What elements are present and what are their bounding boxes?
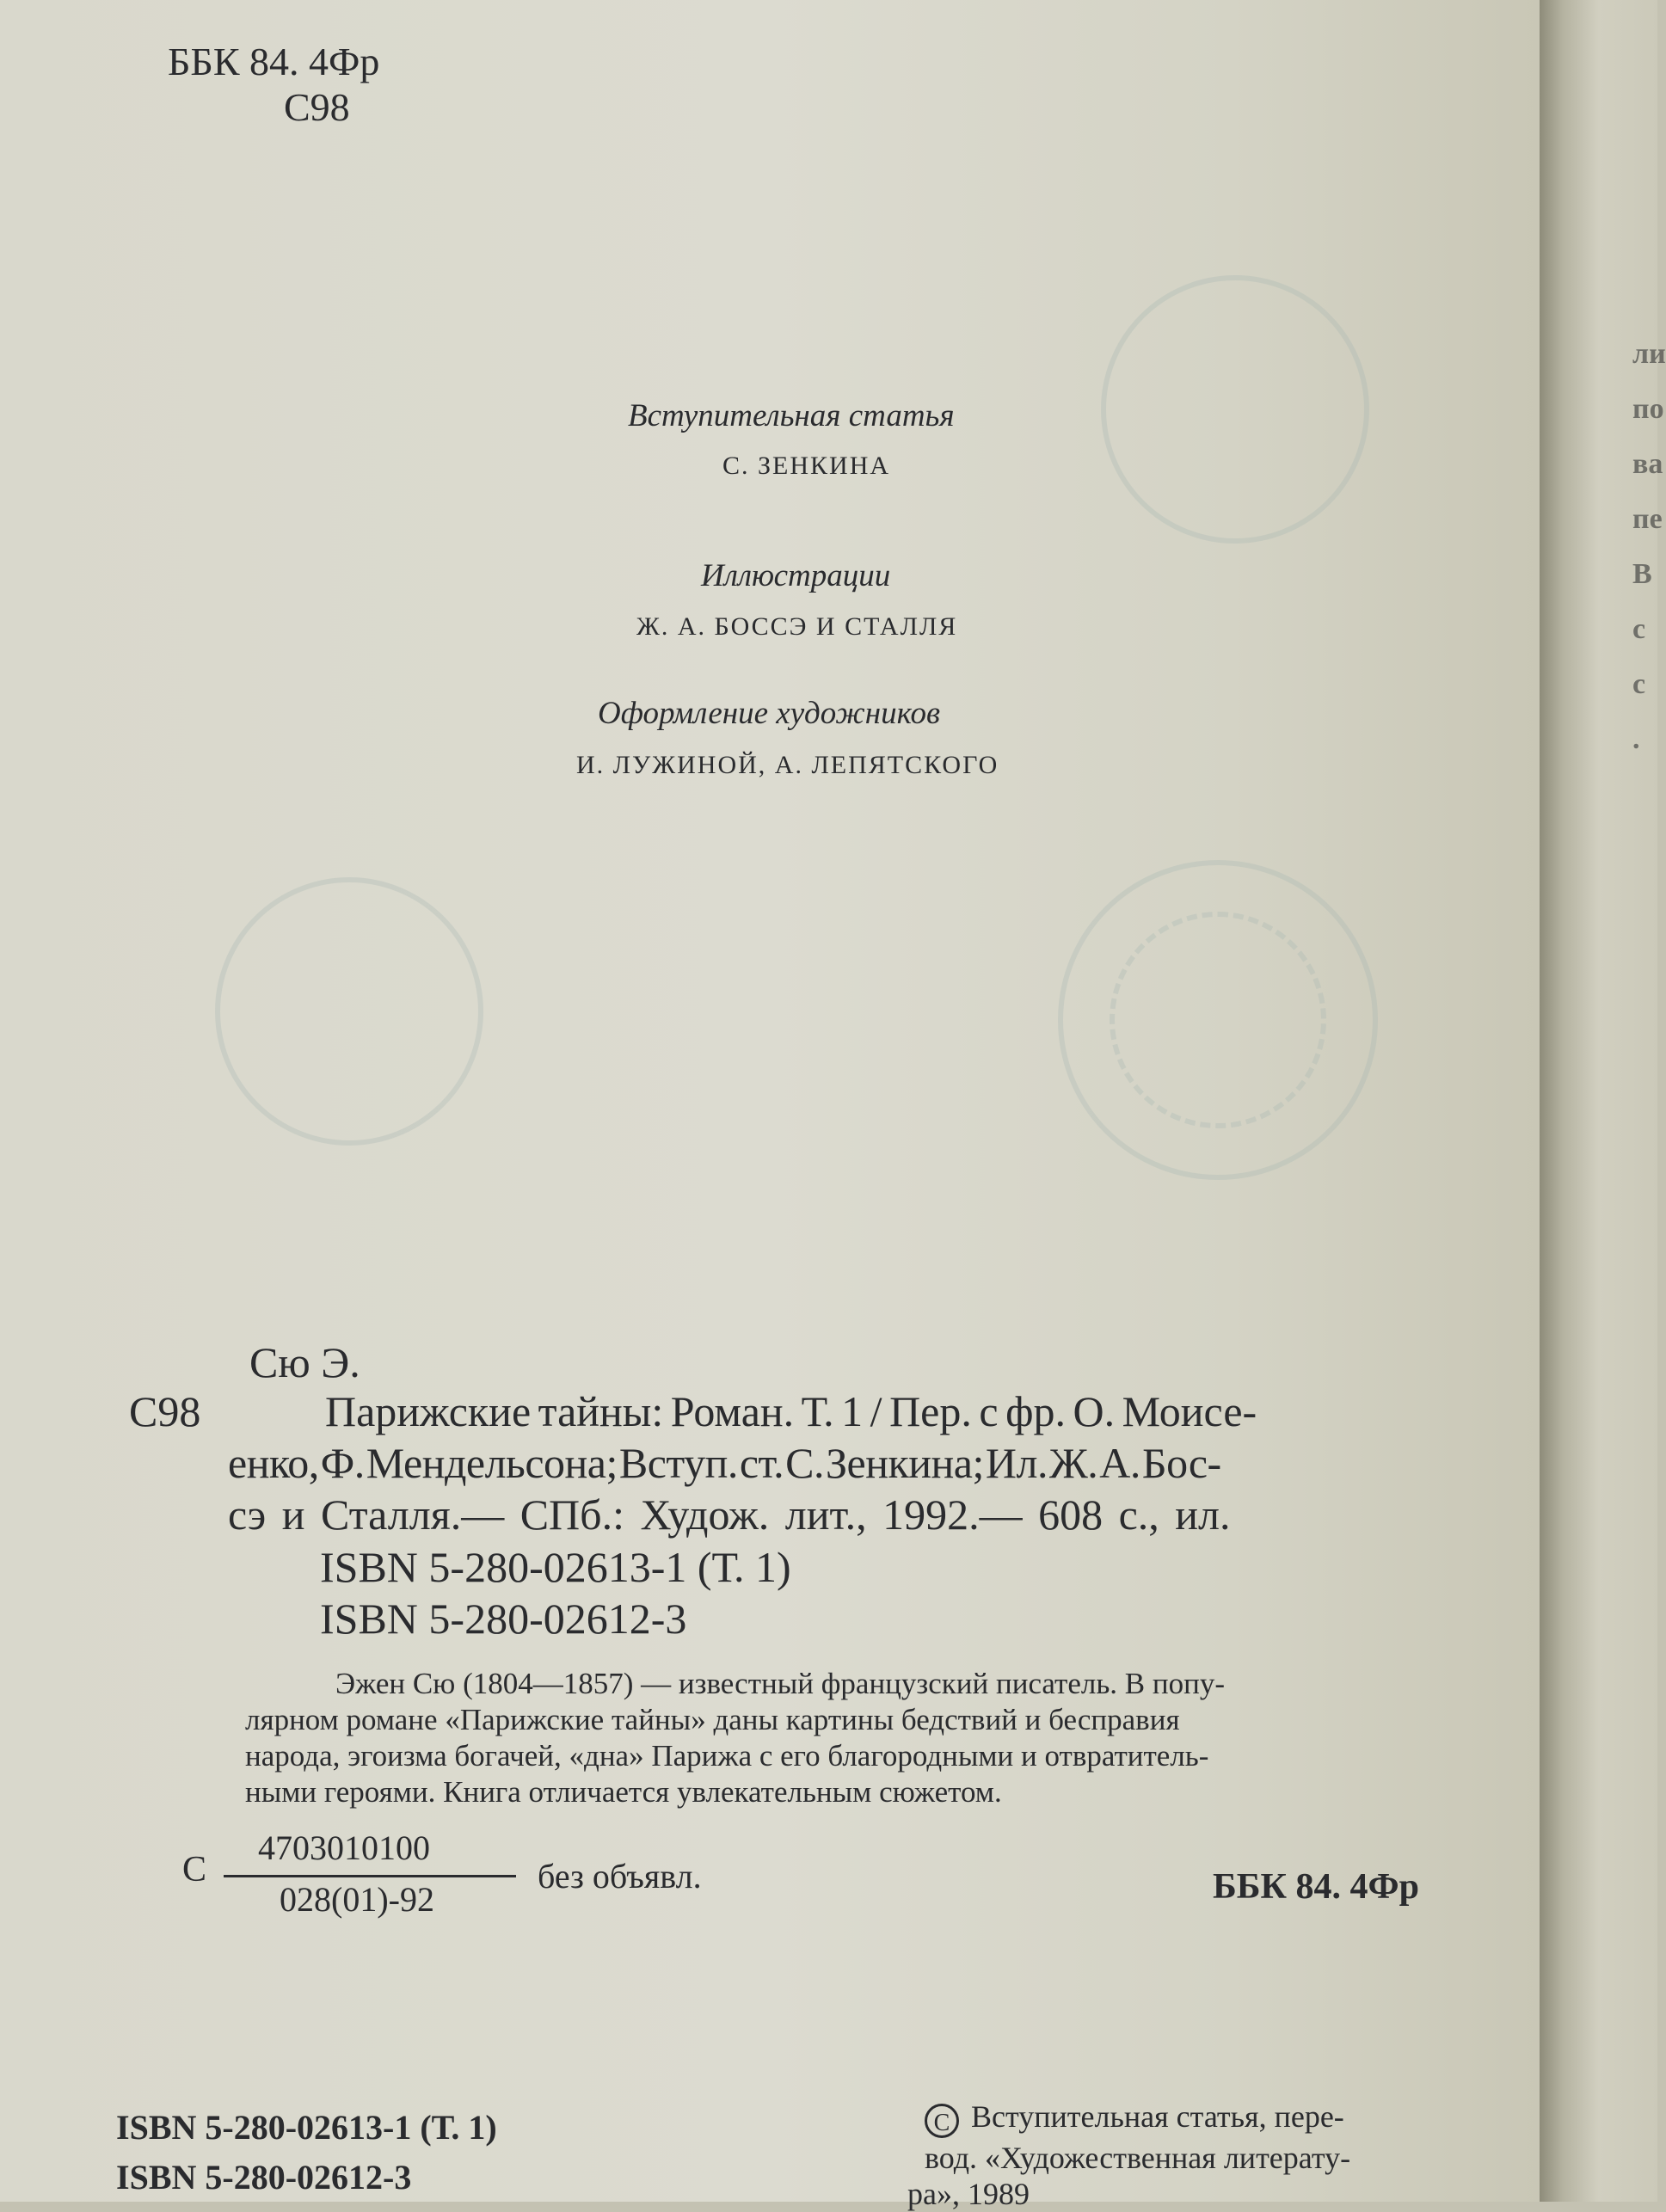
footer-isbn: ISBN 5-280-02612-3 [116,2158,412,2197]
index-denominator: 028(01)-92 [280,1880,434,1919]
background-ornament [1110,912,1326,1128]
copyright-line [925,2098,1344,2138]
bbk-code-bottom: ББК 84. 4Фр [1213,1867,1419,1907]
annotation-line: Эжен Сю (1804—1857) — известный французский писатель. В попу- [335,1667,1226,1700]
catalog-isbn: ISBN 5-280-02613-1 (Т. 1) [320,1543,791,1591]
catalog-code-top: С98 [284,85,350,129]
bbk-code-top: ББК 84. 4Фр [168,40,380,83]
fraction-line [224,1875,516,1877]
catalog-entry-line: Парижские тайны: Роман. Т. 1 / Пер. с фр. О. Моисе- [325,1387,1257,1435]
footer-isbn: ISBN 5-280-02613-1 (Т. 1) [116,2108,497,2147]
copyright-text: Вступительная статья, пере- [971,2099,1344,2134]
catalog-isbn: ISBN 5-280-02612-3 [320,1594,687,1643]
illustrations-label: Иллюстрации [701,558,891,593]
design-label: Оформление художников [598,696,941,731]
illustrations-authors: Ж. А. БОССЭ И СТАЛЛЯ [636,612,958,641]
index-letter: С [182,1850,207,1889]
catalog-entry-line: сэ и Сталля.— СПб.: Худож. лит., 1992.— 608 с., ил. [228,1490,1231,1539]
annotation-line: народа, эгоизма богачей, «дна» Парижа с его благородными и отвратитель- [245,1739,1209,1773]
facing-page-text: ли по ва пе В с с . [1632,338,1666,755]
catalog-code: С98 [129,1387,201,1435]
copyright-icon: C [925,2104,959,2138]
price-note: без объявл. [538,1857,702,1896]
background-ornament [1101,275,1369,544]
catalog-entry-line: енко, Ф. Мендельсона; Вступ. ст. С. Зенкина; Ил. Ж. А. Бос- [228,1439,1221,1487]
index-numerator: 4703010100 [258,1828,430,1867]
background-ornament [215,877,483,1146]
copyright-line: ра», 1989 [907,2177,1030,2211]
catalog-author: Сю Э. [249,1338,360,1386]
annotation-line: ными героями. Книга отличается увлекательным сюжетом. [245,1775,1002,1809]
copyright-line: вод. «Художественная литерату- [925,2141,1351,2175]
intro-author: С. ЗЕНКИНА [722,452,891,480]
design-authors: И. ЛУЖИНОЙ, А. ЛЕПЯТСКОГО [576,751,999,779]
intro-label: Вступительная статья [628,398,955,433]
annotation-line: лярном романе «Парижские тайны» даны картины бедствий и бесправия [245,1703,1180,1736]
